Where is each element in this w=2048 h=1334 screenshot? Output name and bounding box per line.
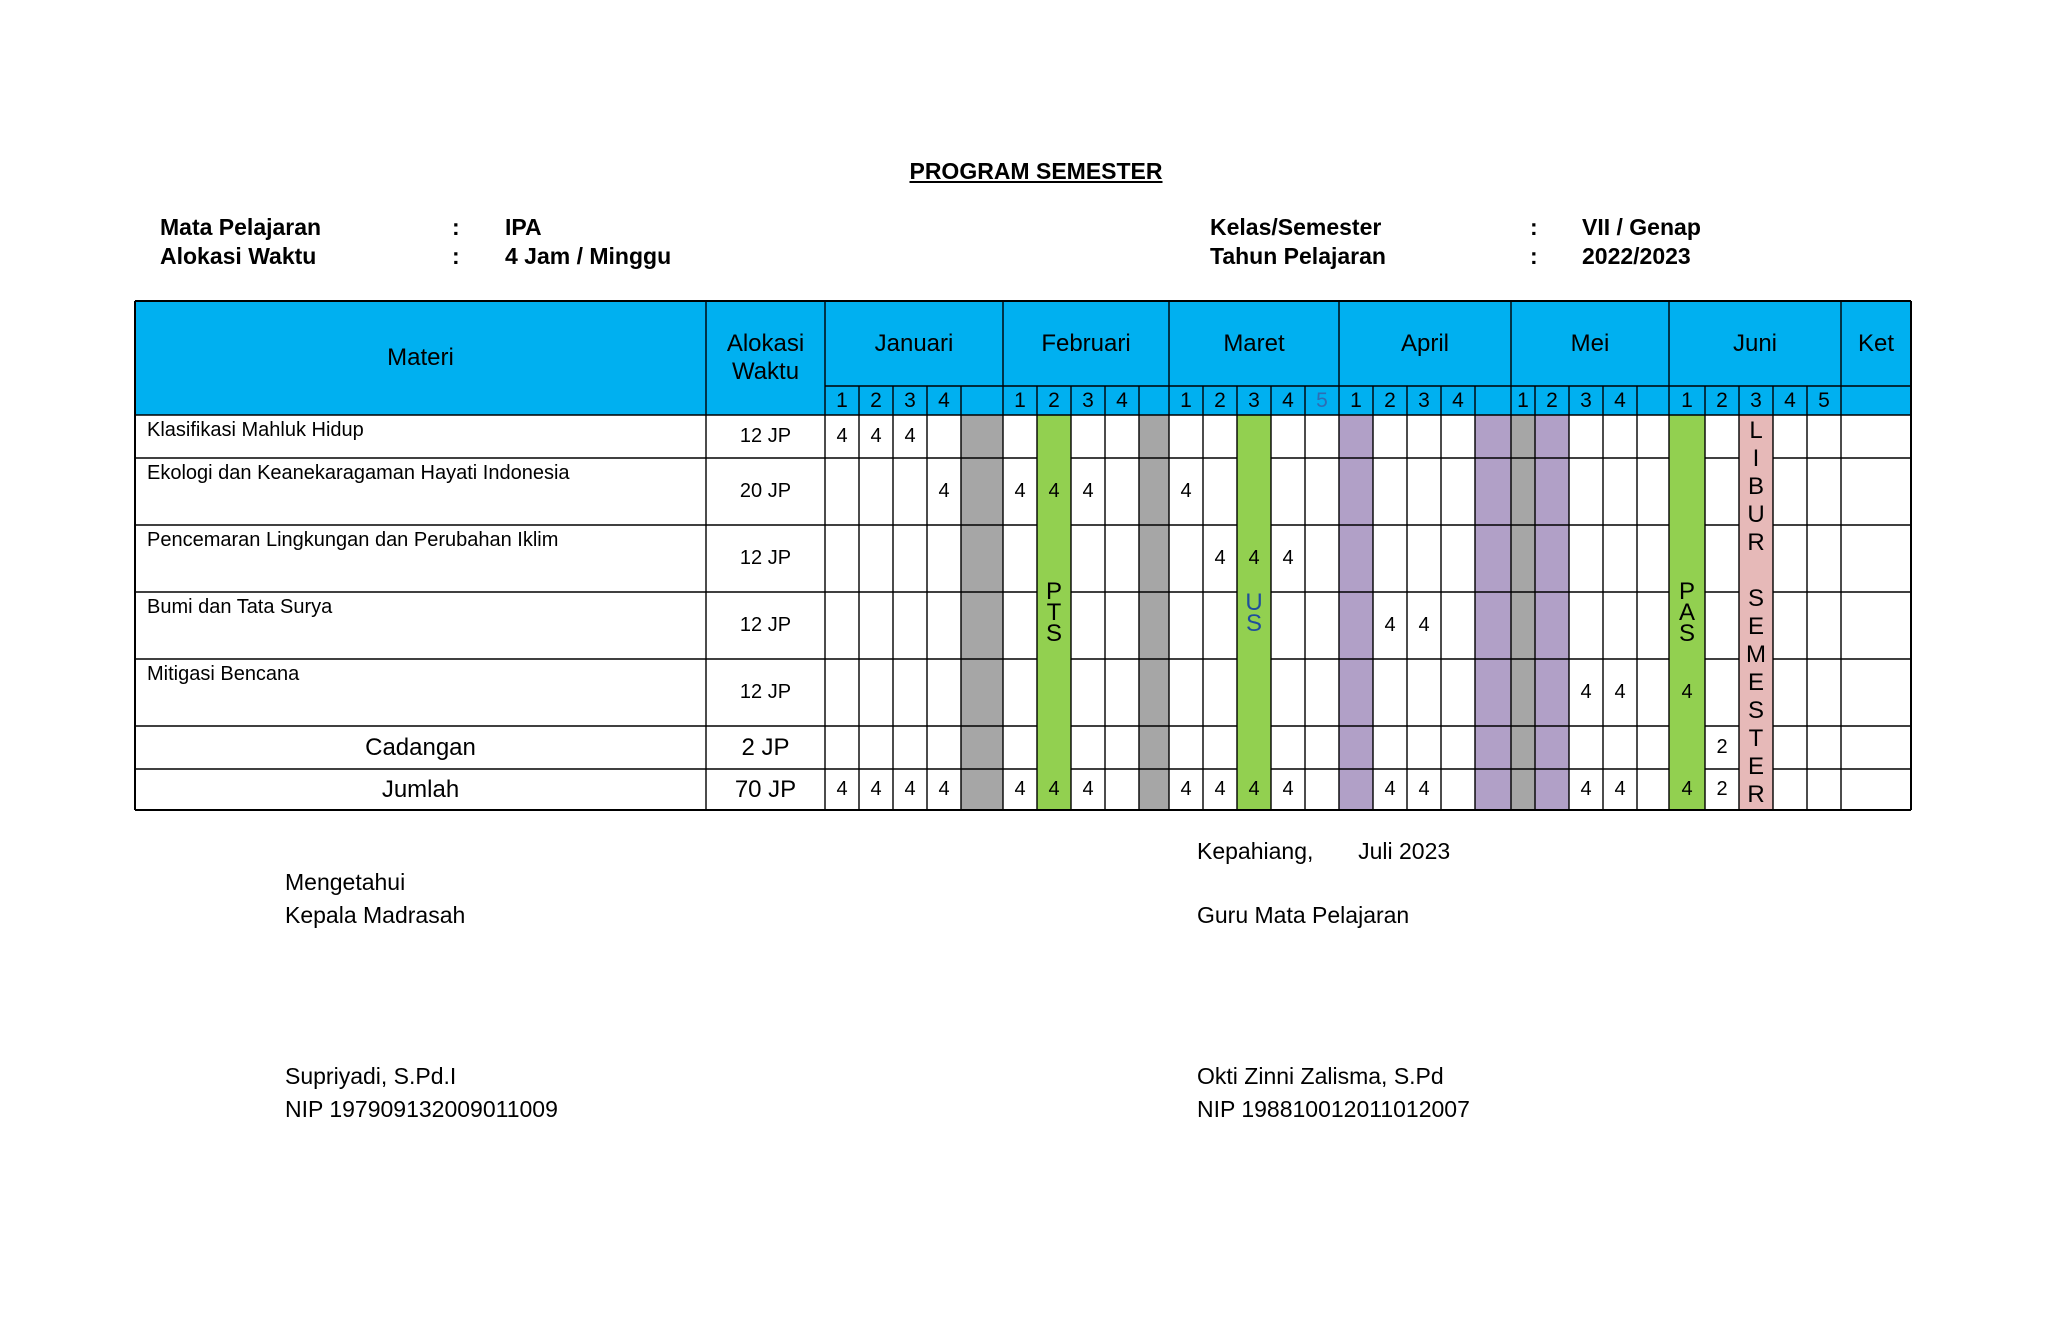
kelas-label: Kelas/Semester (1210, 214, 1382, 240)
week-number: 4 (938, 388, 950, 412)
week-cell-value: 4 (836, 778, 848, 800)
week-cell-value: 2 (1716, 778, 1728, 800)
week-cell-value: 4 (1082, 778, 1094, 800)
month-header: Maret (1223, 329, 1285, 357)
week-cell-value: 4 (904, 778, 916, 800)
header-alokasi-waktu: Alokasi Waktu (726, 330, 805, 385)
row-materi: Cadangan (365, 733, 476, 761)
week-number: 3 (904, 388, 916, 412)
mapel-label: Mata Pelajaran (160, 214, 322, 240)
week-cell-value: 4 (1014, 778, 1026, 800)
week-number: 3 (1750, 388, 1762, 412)
week-number: 1 (1180, 388, 1192, 412)
row-alokasi: 12 JP (739, 681, 792, 703)
mapel-value: IPA (505, 214, 542, 240)
week-cell-value: 4 (1014, 480, 1026, 502)
week-number (1475, 386, 1511, 415)
week-cell-value: 4 (1384, 614, 1396, 636)
alokasi-colon: : (452, 243, 460, 269)
tahun-colon: : (1530, 243, 1538, 269)
week-cell-value: 4 (1248, 547, 1260, 569)
row-alokasi: 12 JP (739, 614, 792, 636)
week-cell-value: 4 (938, 778, 950, 800)
event-label: U S (1245, 588, 1263, 637)
week-cell-value: 4 (1180, 480, 1192, 502)
mengetahui-label: Mengetahui (285, 869, 406, 895)
week-cell-value: 4 (1048, 480, 1060, 502)
week-number (961, 386, 1003, 415)
week-cell-value: 4 (1614, 681, 1626, 703)
row-materi: Pencemaran Lingkungan dan Perubahan Iklim (147, 529, 559, 551)
row-alokasi: 2 JP (741, 733, 790, 761)
week-cell-value: 4 (1282, 547, 1294, 569)
week-cell-value: 4 (1214, 547, 1226, 569)
row-alokasi: 12 JP (739, 425, 792, 447)
tahun-label: Tahun Pelajaran (1210, 243, 1386, 269)
row-materi: Klasifikasi Mahluk Hidup (147, 419, 364, 441)
week-cell-value: 4 (1048, 778, 1060, 800)
week-number: 4 (1784, 388, 1796, 412)
week-number: 5 (1818, 388, 1830, 412)
week-cell-value: 4 (1418, 778, 1430, 800)
week-cell-value: 4 (1248, 778, 1260, 800)
month-header: Januari (874, 329, 954, 357)
week-cell-value: 4 (1580, 681, 1592, 703)
row-alokasi: 70 JP (734, 775, 797, 803)
week-number: 2 (870, 388, 882, 412)
week-number: 3 (1580, 388, 1592, 412)
kepala-label: Kepala Madrasah (285, 902, 466, 928)
event-label: L I B U R S E M E S T E R (1746, 417, 1766, 808)
week-number: 1 (1681, 388, 1693, 412)
header-materi: Materi (387, 344, 454, 371)
row-materi: Mitigasi Bencana (147, 663, 300, 685)
alokasi-value: 4 Jam / Minggu (505, 243, 672, 269)
week-cell-value: 4 (1282, 778, 1294, 800)
row-materi: Bumi dan Tata Surya (147, 596, 333, 618)
week-cell-value: 4 (870, 778, 882, 800)
guru-name: Okti Zinni Zalisma, S.Pd (1197, 1063, 1444, 1089)
week-cell-value: 4 (1180, 778, 1192, 800)
week-cell-value: 4 (1214, 778, 1226, 800)
week-number: 1 (836, 388, 848, 412)
week-cell-value: 4 (836, 425, 848, 447)
week-number: 4 (1282, 388, 1294, 412)
mapel-colon: : (452, 214, 460, 240)
month-header: Mei (1570, 329, 1610, 357)
week-number: 3 (1248, 388, 1260, 412)
month-header: Februari (1041, 329, 1131, 357)
guru-label: Guru Mata Pelajaran (1197, 902, 1410, 928)
document-title: PROGRAM SEMESTER (909, 158, 1163, 184)
week-cell-value: 4 (1614, 778, 1626, 800)
week-number: 5 (1316, 388, 1328, 412)
week-number: 2 (1546, 388, 1558, 412)
week-number: 2 (1048, 388, 1060, 412)
week-cell-value: 4 (938, 480, 950, 502)
week-number (1139, 386, 1169, 415)
row-alokasi: 20 JP (739, 480, 792, 502)
week-number: 4 (1614, 388, 1626, 412)
month-header: Juni (1732, 329, 1778, 357)
row-alokasi: 12 JP (739, 547, 792, 569)
week-number: 3 (1418, 388, 1430, 412)
month-header: April (1400, 329, 1449, 357)
week-cell-value: 2 (1716, 736, 1728, 758)
week-cell-value: 4 (870, 425, 882, 447)
row-materi: Jumlah (381, 775, 460, 803)
week-cell-value: 4 (1681, 681, 1693, 703)
week-number: 2 (1214, 388, 1226, 412)
alokasi-label: Alokasi Waktu (160, 243, 317, 269)
tahun-value: 2022/2023 (1582, 243, 1691, 269)
week-cell-value: 4 (1082, 480, 1094, 502)
week-number: 4 (1116, 388, 1128, 412)
kepala-nip: NIP 197909132009011009 (285, 1096, 558, 1122)
week-cell-value: 4 (1384, 778, 1396, 800)
week-number: 1 (1350, 388, 1362, 412)
week-number (1637, 386, 1669, 415)
kelas-colon: : (1530, 214, 1538, 240)
kelas-value: VII / Genap (1582, 214, 1701, 240)
week-number: 1 (1517, 388, 1529, 412)
header-ket: Ket (1857, 329, 1895, 357)
week-number: 2 (1384, 388, 1396, 412)
week-number: 1 (1014, 388, 1026, 412)
event-label: P T S (1045, 578, 1062, 647)
row-materi: Ekologi dan Keanekaragaman Hayati Indonesia (147, 462, 570, 484)
place-date: Kepahiang, Juli 2023 (1197, 838, 1451, 864)
week-number: 4 (1452, 388, 1464, 412)
week-number: 2 (1716, 388, 1728, 412)
week-cell-value: 4 (904, 425, 916, 447)
week-cell-value: 4 (1418, 614, 1430, 636)
week-cell-value: 4 (1580, 778, 1592, 800)
guru-nip: NIP 198810012011012007 (1197, 1096, 1470, 1122)
event-label: P A S (1678, 578, 1695, 647)
week-cell-value: 4 (1681, 778, 1693, 800)
kepala-name: Supriyadi, S.Pd.I (285, 1063, 457, 1089)
week-number: 3 (1082, 388, 1094, 412)
